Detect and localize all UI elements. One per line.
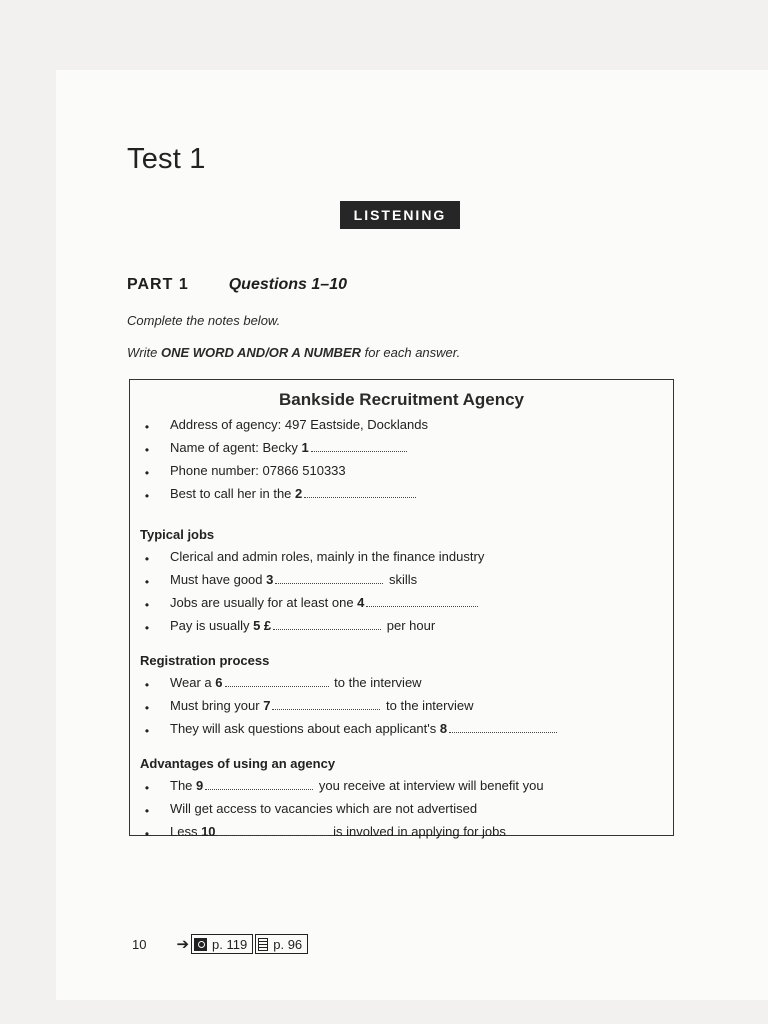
bullet-icon: • <box>144 701 150 715</box>
bullet-icon: • <box>144 781 150 795</box>
bullet-icon: • <box>144 420 150 434</box>
note-text <box>170 824 506 839</box>
note-item <box>140 440 665 460</box>
bullet-icon: • <box>144 575 150 589</box>
note-text-pre: Clerical and admin roles, mainly in the finance industry <box>170 549 485 564</box>
note-text-pre: Best to call her in the <box>170 486 296 501</box>
question-number: 9 <box>196 778 204 793</box>
note-item <box>140 486 665 506</box>
bullet-icon: • <box>144 827 150 841</box>
question-number: 1 <box>301 440 309 455</box>
bullet-icon: • <box>144 678 150 692</box>
note-text <box>170 778 544 793</box>
note-text-pre: Wear a <box>170 675 216 690</box>
instruction-bold: ONE WORD AND/OR A NUMBER <box>160 345 361 360</box>
instruction-write <box>127 345 460 360</box>
bullet-icon: • <box>144 598 150 612</box>
instruction-prefix: Write <box>127 345 161 360</box>
note-text <box>170 549 484 564</box>
note-item <box>140 801 665 821</box>
arrow-icon: ➔ <box>176 936 190 953</box>
note-item <box>140 417 665 437</box>
note-text-pre: Phone number: 07866 510333 <box>170 463 346 478</box>
page-title: Test 1 <box>127 143 206 175</box>
notes-box <box>129 379 674 841</box>
answer-gap-6[interactable] <box>225 675 329 687</box>
section-heading: Advantages of using an agency <box>140 756 336 771</box>
note-text <box>170 698 473 713</box>
note-text-post: skills <box>385 572 418 587</box>
answer-gap-7[interactable] <box>272 698 380 710</box>
instruction-suffix: for each answer. <box>361 345 461 360</box>
note-text <box>170 440 409 455</box>
note-item <box>140 824 665 844</box>
answers-page-ref: p. 96 <box>273 936 303 952</box>
note-text-pre: Less <box>170 824 202 839</box>
bullet-icon: • <box>144 466 150 480</box>
note-item <box>140 721 665 741</box>
bullet-icon: • <box>144 552 150 566</box>
note-text-pre: The <box>170 778 197 793</box>
bullet-icon: • <box>144 724 150 738</box>
page-footer <box>132 933 308 955</box>
question-number: 5 £ <box>253 618 272 633</box>
note-text-pre: Must have good <box>170 572 267 587</box>
audio-reference[interactable] <box>191 934 253 954</box>
question-number: 7 <box>263 698 271 713</box>
note-text-pre: Must bring your <box>170 698 264 713</box>
answer-gap-9[interactable] <box>205 778 313 790</box>
note-text-post: to the interview <box>330 675 422 690</box>
part-label: PART 1 <box>127 276 189 293</box>
bullet-icon: • <box>144 804 150 818</box>
note-text-post: to the interview <box>382 698 474 713</box>
note-text-post: is involved in applying for jobs <box>329 824 506 839</box>
audio-icon <box>194 938 207 951</box>
question-number: 4 <box>357 595 365 610</box>
note-item <box>140 572 665 592</box>
note-text <box>170 572 417 587</box>
bullet-icon: • <box>144 489 150 503</box>
note-text <box>170 618 435 633</box>
answer-gap-3[interactable] <box>275 572 383 584</box>
note-text-post: you receive at interview will benefit you <box>315 778 544 793</box>
bullet-icon: • <box>144 443 150 457</box>
note-item <box>140 778 665 798</box>
answer-gap-10[interactable] <box>218 824 328 836</box>
note-text-post: per hour <box>383 618 436 633</box>
answers-reference[interactable] <box>255 934 308 954</box>
document-icon <box>258 938 268 951</box>
instruction-complete: Complete the notes below. <box>127 313 281 328</box>
note-item <box>140 698 665 718</box>
question-number: 10 <box>201 824 216 839</box>
answer-gap-5[interactable] <box>273 618 381 630</box>
note-text-pre: Pay is usually <box>170 618 254 633</box>
section-banner: LISTENING <box>340 201 460 229</box>
note-text <box>170 486 418 501</box>
audio-page-ref: p. 119 <box>212 936 248 952</box>
question-number: 8 <box>439 721 448 736</box>
note-text <box>170 463 346 478</box>
note-item <box>140 675 665 695</box>
part-heading <box>127 276 347 294</box>
notes-title: Bankside Recruitment Agency <box>279 390 524 409</box>
note-text <box>170 675 422 690</box>
answer-gap-2[interactable] <box>304 486 416 498</box>
note-text-pre: They will ask questions about each applicant's <box>170 721 440 736</box>
question-number: 6 <box>215 675 223 690</box>
answer-gap-1[interactable] <box>311 440 407 452</box>
note-text-pre: Name of agent: Becky <box>170 440 302 455</box>
note-text <box>170 595 480 610</box>
question-number: 3 <box>266 572 274 587</box>
answer-gap-8[interactable] <box>449 721 557 733</box>
note-item <box>140 618 665 638</box>
section-heading: Registration process <box>140 653 270 668</box>
note-text-pre: Address of agency: 497 Eastside, Docklands <box>170 417 428 432</box>
note-text <box>170 417 428 432</box>
note-text <box>170 721 559 736</box>
note-text <box>170 801 477 816</box>
note-item <box>140 549 665 569</box>
section-heading: Typical jobs <box>140 527 215 542</box>
note-text-pre: Will get access to vacancies which are not advertised <box>170 801 478 816</box>
note-item <box>140 463 665 483</box>
note-item <box>140 595 665 615</box>
note-text-pre: Jobs are usually for at least one <box>170 595 358 610</box>
page-number: 10 <box>132 936 147 952</box>
questions-range: Questions 1–10 <box>228 276 347 293</box>
question-number: 2 <box>295 486 303 501</box>
bullet-icon: • <box>144 621 150 635</box>
answer-gap-4[interactable] <box>366 595 478 607</box>
